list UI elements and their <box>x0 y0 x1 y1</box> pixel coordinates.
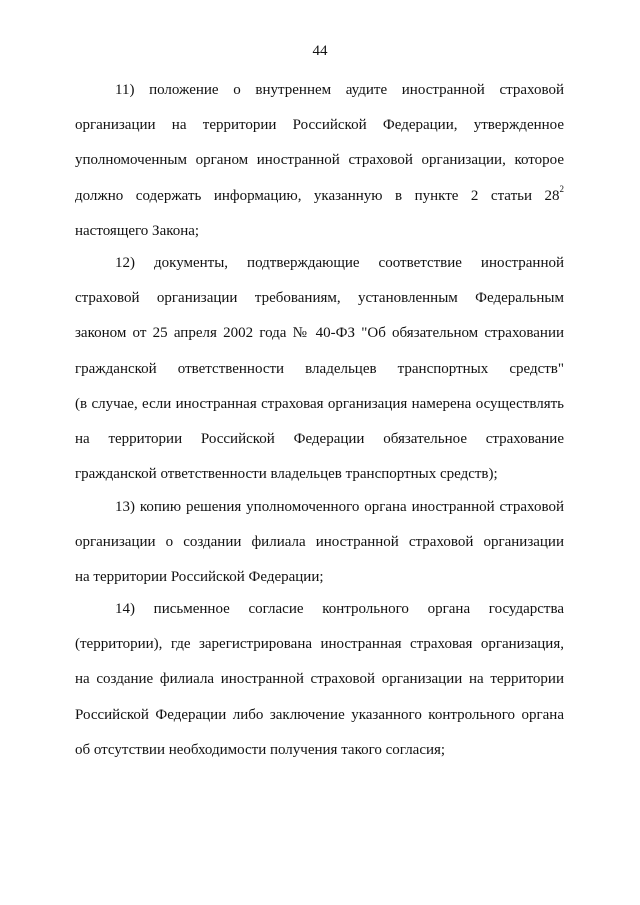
paragraph-line: гражданской ответственности владельцев транспортных средств); <box>75 466 498 483</box>
paragraph-line: 14) письменное согласие контрольного органа государства <box>115 601 564 617</box>
paragraph-line: Российской Федерации либо заключение указанного контрольного органа <box>75 706 564 723</box>
page-number: 44 <box>312 43 328 59</box>
paragraph-12 <box>75 246 564 492</box>
paragraph-line: об отсутствии необходимости получения такого согласия; <box>75 741 446 758</box>
paragraph-line: на территории Российской Федерации обязательное страхование <box>75 431 564 448</box>
paragraph-line-with-superscript <box>75 179 564 214</box>
paragraph-line: страховой организации требованиям, установленным Федеральным <box>75 290 564 307</box>
superscript: 2 <box>559 183 564 194</box>
paragraph-line: законом от 25 апреля 2002 года № 40-ФЗ "Об обязательном страховании <box>75 325 564 342</box>
paragraph-13 <box>75 490 564 596</box>
paragraph-line: настоящего Закона; <box>75 222 200 239</box>
paragraph-line: гражданской ответственности владельцев транспортных средств" <box>75 360 564 377</box>
paragraph-line: (территории), где зарегистрирована иностранная страховая организация, <box>75 636 564 653</box>
paragraph-line: 13) копию решения уполномоченного органа иностранной страховой <box>115 499 564 515</box>
paragraph-11 <box>75 73 564 249</box>
paragraph-line: организации о создании филиала иностранной страховой организации <box>75 534 564 551</box>
paragraph-line: 12) документы, подтверждающие соответствие иностранной <box>115 255 564 271</box>
paragraph-line: уполномоченным органом иностранной страховой организации, которое <box>75 152 564 169</box>
paragraph-line: (в случае, если иностранная страховая организация намерена осуществлять <box>75 395 564 412</box>
paragraph-14 <box>75 592 564 768</box>
paragraph-line: на территории Российской Федерации; <box>75 569 324 586</box>
paragraph-line: 11) положение о внутреннем аудите иностранной страховой <box>115 82 564 98</box>
paragraph-line: организации на территории Российской Федерации, утвержденное <box>75 117 564 134</box>
paragraph-line-text: должно содержать информацию, указанную в пункте 2 статьи 28 <box>75 187 560 204</box>
paragraph-line: на создание филиала иностранной страховой организации на территории <box>75 671 564 688</box>
